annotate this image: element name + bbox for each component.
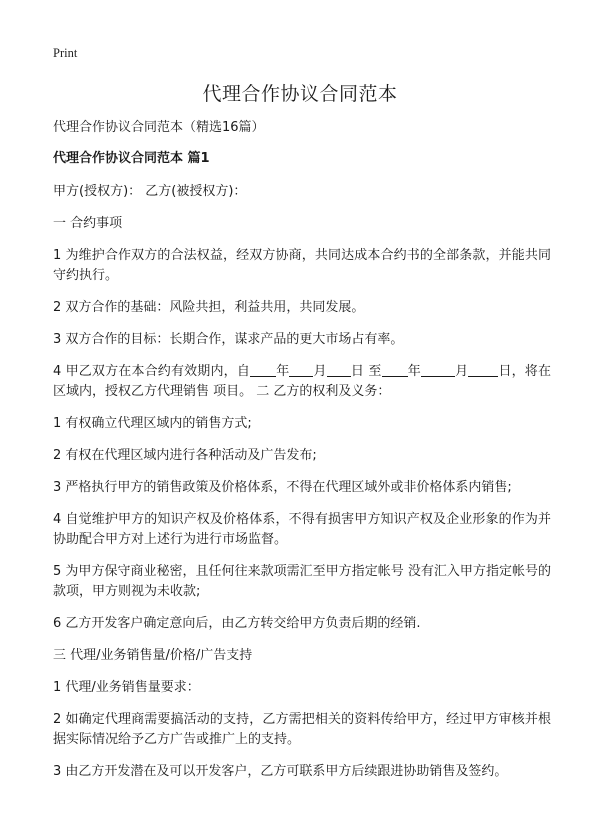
clause-2: 2 双方合作的基础：风险共担，利益共用，共同发展。 [53, 300, 365, 315]
blank-start-day [327, 362, 351, 377]
right-5: 5 为甲方保守商业秘密，且任何往来款项需汇至甲方指定帐号 没有汇入甲方指定帐号的款项，甲方则视为未收款; [53, 564, 551, 599]
clause-4-end: 日，将在 区域内，授权乙方代理销售 项目。 二 乙方的权利及义务： [53, 364, 551, 399]
right-1: 1 有权确立代理区域内的销售方式; [53, 416, 252, 431]
blank-end-year [382, 362, 408, 377]
clause-4-year-1: 年 [276, 364, 290, 379]
blank-end-day [468, 362, 498, 377]
blank-end-month [421, 362, 455, 377]
blank-start-month [289, 362, 313, 377]
right-2: 2 有权在代理区域内进行各种活动及广告发布; [53, 448, 317, 463]
clause-4-month-2: 月 [454, 364, 469, 379]
sales-3: 3 由乙方开发潜在及可以开发客户，乙方可联系甲方后续跟进协助销售及签约。 [53, 764, 508, 779]
clause-4-day-1: 日 至 [350, 364, 382, 379]
document-subtitle: 代理合作协议合同范本（精选16篇） [53, 120, 265, 135]
clause-4 [53, 362, 551, 402]
sales-2: 2 如确定代理商需要搞活动的支持，乙方需把相关的资料传给甲方，经过甲方审核并根据实际情况给予乙方广告或推广上的支持。 [53, 712, 551, 747]
right-3: 3 严格执行甲方的销售政策及价格体系，不得在代理区域外或非价格体系内销售; [53, 480, 512, 495]
clause-4-month-1: 月 [313, 364, 327, 379]
document-body [53, 118, 551, 794]
clause-3: 3 双方合作的目标：长期合作，谋求产品的更大市场占有率。 [53, 332, 404, 347]
page-title: 代理合作协议合同范本 [202, 83, 398, 105]
clause-4-year-2: 年 [407, 364, 421, 379]
section-heading: 代理合作协议合同范本 篇1 [53, 151, 210, 166]
right-6: 6 乙方开发客户确定意向后，由乙方转交给甲方负责后期的经销. [53, 616, 421, 631]
clause-1: 1 为维护合作双方的合法权益，经双方协商，共同达成本合约书的全部条款，并能共同守约执行。 [53, 248, 551, 283]
parties-line: 甲方(授权方)： 乙方(被授权方)： [53, 184, 247, 199]
print-link[interactable]: Print [53, 46, 78, 60]
section-three-heading: 三 代理/业务销售量/价格/广告支持 [53, 648, 253, 663]
clause-4-start: 4 甲乙双方在本合约有效期内，自 [53, 364, 251, 379]
blank-start-year [250, 362, 276, 377]
right-4: 4 自觉维护甲方的知识产权及价格体系，不得有损害甲方知识产权及企业形象的作为并协助配合甲方对上述行为进行市场监督。 [53, 512, 551, 547]
section-one-heading: 一 合约事项 [53, 216, 123, 231]
sales-1: 1 代理/业务销售量要求： [53, 680, 200, 695]
